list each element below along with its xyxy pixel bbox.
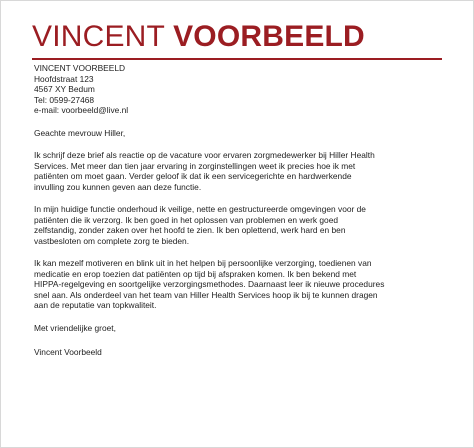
header-last-name: VOORBEELD [173,20,365,53]
salutation: Geachte mevrouw Hiller, [34,127,126,138]
paragraph-line: Services. Met meer dan tien jaar ervaring in zorginstellingen weet ik precies hoe ik met [34,160,356,171]
paragraph-line: patiënten om moet gaan. Verder geloof ik dat ik een servicegerichte en hardwerkende [34,171,352,181]
paragraph-line: aan de reputatie van topkwaliteit. [34,300,157,310]
paragraph-line: snel aan. Als onderdeel van het team van Hiller Health Services hoop ik bij te kunnen dragen [34,289,378,300]
sender-street: Hoofdstraat 123 [34,73,94,84]
paragraph-line: vastbesloten om complete zorg te bieden. [34,235,190,246]
header-divider [32,58,442,60]
sender-city: 4567 XY Bedum [34,84,95,94]
paragraph-line: HIPPA-regelgeving en soortgelijke verzorgingsmethodes. Daarnaast leer ik nieuwe procedures [34,279,385,289]
paragraph [34,150,444,192]
letter-body [34,63,444,358]
signature: Vincent Voorbeeld [34,347,102,357]
letter-header [32,19,365,55]
sender-name: VINCENT VOORBEELD [34,63,126,73]
paragraph-line: invulling zou kunnen geven aan deze functie. [34,181,202,192]
paragraph-line: patiënten die ik verzorg. Ik ben goed in het oplossen van problemen en werk goed [34,214,339,225]
paragraph-line: zelfstandig, zonder zaken over het hoofd te zien. Ik ben oplettend, werk hard en ben [34,225,346,235]
paragraph [34,204,444,246]
paragraph [34,258,444,311]
closing: Met vriendelijke groet, [34,322,116,333]
sender-address [34,63,444,116]
sender-email: e-mail: voorbeeld@live.nl [34,105,129,115]
paragraph-line: Ik kan mezelf motiveren en blink uit in het helpen bij persoonlijke verzorging, toedienen van [34,258,372,268]
sender-phone: Tel: 0599-27468 [34,94,95,105]
paragraph-line: medicatie en erop toezien dat patiënten op tijd bij afspraken komen. Ik ben bekend met [34,268,357,279]
header-first-name: VINCENT [32,20,165,53]
paragraph-line: In mijn huidige functie onderhoud ik veilige, nette en gestructureerde omgevingen voor de [34,204,366,214]
paragraph-line: Ik schrijf deze brief als reactie op de vacature voor ervaren zorgmedewerker bij Hiller Health [34,150,375,160]
